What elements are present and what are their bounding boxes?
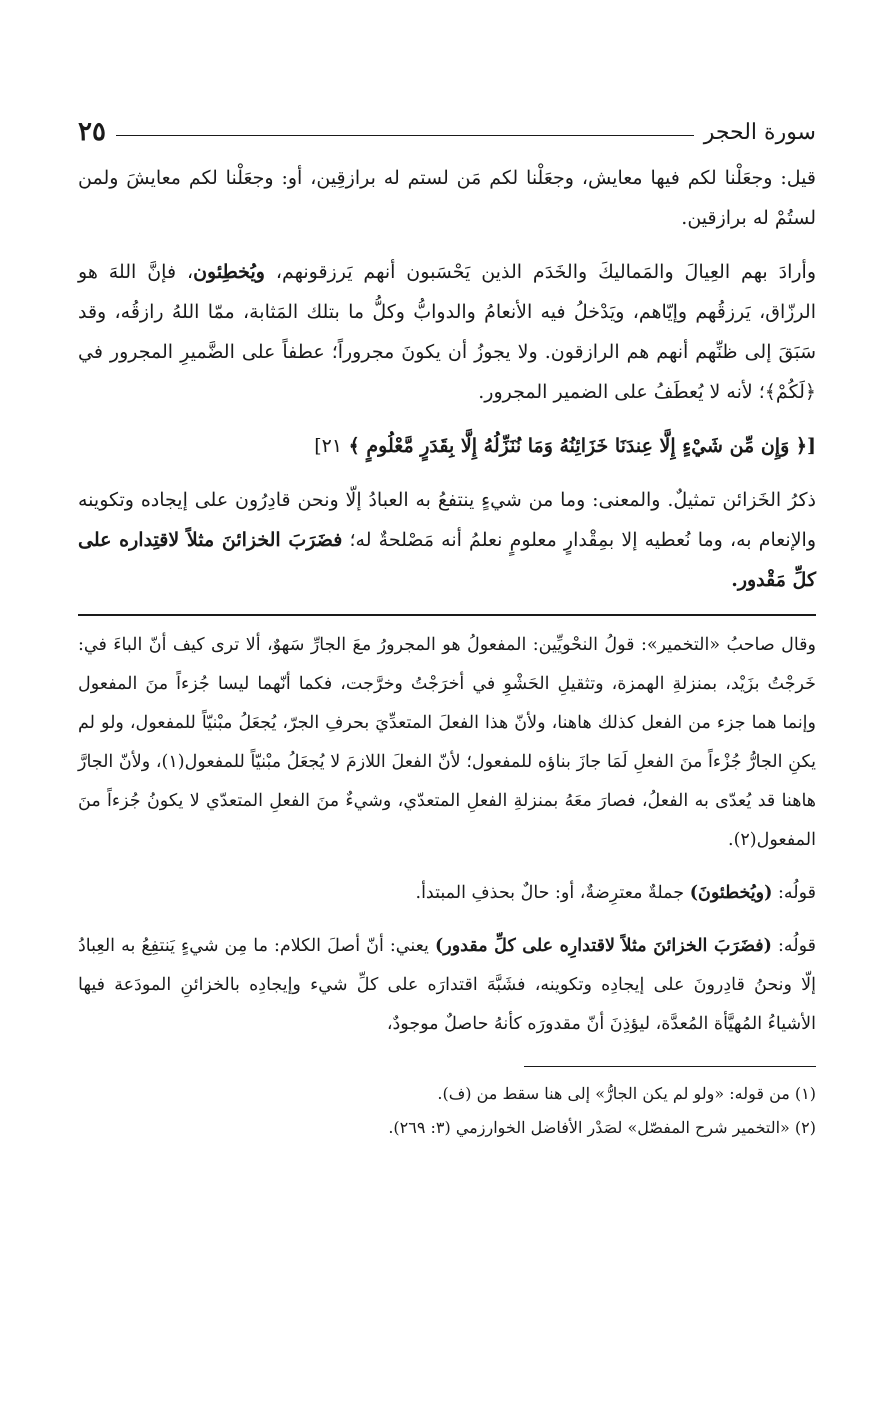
commentary-divider (78, 614, 816, 616)
footnote-rule (524, 1066, 816, 1067)
book-page (78, 112, 816, 1145)
commentary-paragraph-3-bold: (فضَرَبَ الخزائنَ مثلاً لاقتدارِه على كلِّ مقدور) (434, 936, 772, 956)
commentary-paragraph-1: وقال صاحبُ «التخمير»: قولُ النحْويِّين: المفعولُ هو المجرورُ معَ الجارِّ سَهوٌ، ألا ترى كيف أنّ الباءَ في: خَرجْتُ بزَيْد، بمنزلةِ الهمزة، وتثقيلِ الحَشْوِ في أخرَجْتُ وخرَّجت، فكما أنّهما ليسا جُزءاً منَ المفعول وإنما هما جزء من الفعل كذلك هاهنا، ولأنّ هذا الفعلَ المتعدِّيَ بحرفِ الجرّ، يُجعَلُ مبْنيّاً للمفعول، ولو لم يكنِ الجارُّ جُزْءاً منَ الفعلِ لَمَا جازَ بناؤه للمفعول؛ لأنّ الفعلَ اللازمَ لا يُجعَلُ مبْنيّاً للمفعول(١)، ولأنّ الجارَّ هاهنا قد يُعدّى به الفعلُ، فصارَ معَهُ بمنزلةِ الفعلِ المتعدّي، وشيءٌ منَ الفعلِ المتعدّي لا يكونُ جُزءاً منَ المفعول(٢). (78, 635, 816, 850)
main-paragraph-2-rest: ، فإنَّ اللهَ هو الرزّاق، يَرزقُهم وإيّاهم، ويَدْخلُ فيه الأنعامُ والدوابُّ وكلُّ ما بتلك المَثابة، ممّا اللهُ رازقُه، وقد سَبَقَ إلى ظنِّهم أنهم هم الرازقون. ولا يجوزُ أن يكونَ مجروراً؛ عطفاً على الضَّميرِ المجرور في ﴿لَكُمْ﴾؛ لأنه لا يُعطَفُ على الضمير المجرور. (78, 261, 816, 403)
commentary-paragraph-2-rest: جملةٌ معترِضةٌ، أو: حالٌ بحذفِ المبتدأ. (415, 883, 690, 903)
commentary-paragraph-3-rest: يعني: أنّ أصلَ الكلام: ما مِن شيءٍ يَنتفِعُ به العِبادُ إلّا ونحنُ قادِرونَ على إيجادِه وتكوينه، فشَبَّهَ اقتدارَه على كلِّ شيء وإيجادِه بالخزائنِ المودَعة فيها الأشياءُ المُهيَّأة المُعدَّة، ليؤذِنَ أنّ مقدورَه كأنهُ حاصلٌ موجودٌ، (78, 936, 816, 1034)
main-paragraph-3-text: ذكرُ الخَزائن تمثيلٌ. والمعنى: وما من شيءٍ ينتفعُ به العبادُ إلّا ونحن قادِرُون على إيجاده وتكوينه والإنعام به، وما نُعطيه إلا بمِقْدارٍ معلومٍ نعلمُ أنه مَصْلحةٌ له؛ (78, 489, 816, 551)
page-number: ٢٥ (78, 117, 106, 147)
quran-verse (78, 426, 816, 466)
commentary-paragraph-3-label: قولُه: (771, 936, 816, 956)
main-paragraph-1: قيل: وجعَلْنا لكم فيها معايش، وجعَلْنا لكم مَن لستم له برازقِين، أو: وجعَلْنا لكم معايشَ ولمن لستُمْ له برازقين. (78, 167, 816, 229)
commentary-paragraph-2-bold: (ويُخطئونَ) (689, 883, 773, 903)
footnote-1: (١) من قوله: «ولو لم يكن الجارُّ» إلى هنا سقط من (ف). (437, 1084, 816, 1103)
commentary-paragraph-2 (78, 874, 816, 913)
main-paragraph-3 (78, 480, 816, 600)
footnote-2: (٢) «التخمير شرح المفصّل» لصَدْر الأفاضل الخوارزمي (٣: ٢٦٩). (388, 1118, 816, 1137)
commentary-paragraph-2-label: قولُه: (772, 883, 816, 903)
verse-number: ٢١] (314, 435, 343, 457)
main-paragraph-2 (78, 252, 816, 412)
verse-text: [﴿ وَإِن مِّن شَيْءٍ إِلَّا عِندَنَا خَزَائِنُهُ وَمَا نُنَزِّلُهُ إِلَّا بِقَدَرٍ مَّعْلُومٍ ﴾ (348, 435, 816, 457)
main-paragraph-2-bold: ويُخطِئون (193, 261, 265, 283)
main-paragraph-2-text: وأرادَ بهم العِيالَ والمَماليكَ والخَدَم الذين يَحْسَبون أنهم يَرزقونهم، (264, 261, 816, 283)
running-header (78, 112, 816, 152)
main-paragraph-3-bold: فضَرَبَ الخزائنَ مثلاً لاقتِداره على كلِّ مَقْدور. (78, 529, 816, 591)
header-rule (116, 135, 694, 136)
surah-title: سورة الحجر (703, 119, 816, 145)
commentary-paragraph-3 (78, 927, 816, 1044)
